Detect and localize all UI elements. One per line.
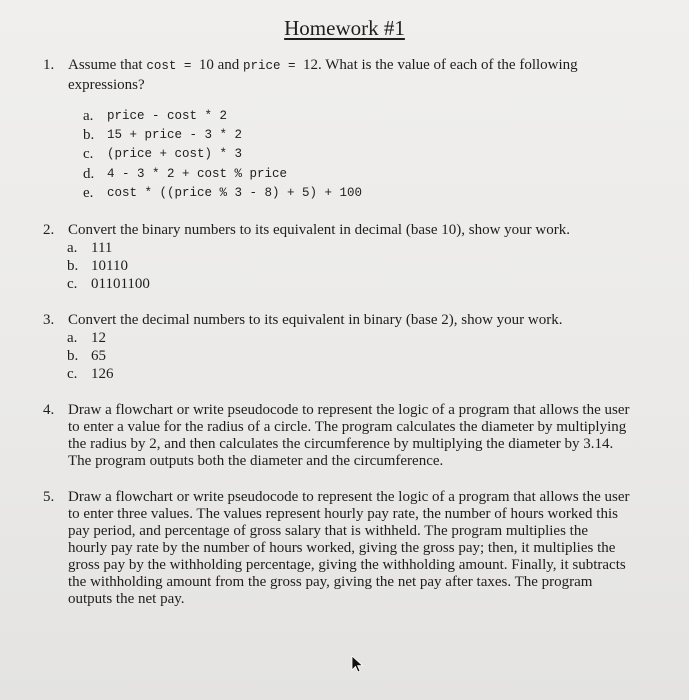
item-value: 10110 xyxy=(91,258,128,274)
q1-text-part: 10 and xyxy=(198,57,244,73)
text-line: to enter a value for the radius of a circle. The program calculates the diameter by multiplying xyxy=(68,419,627,435)
item-expression: 4 - 3 * 2 + cost % price xyxy=(107,167,288,181)
question-number: 4. xyxy=(43,402,55,418)
text-line: The program outputs both the diameter and the circumference. xyxy=(68,453,444,469)
text-line: hourly pay rate by the number of hours worked, giving the gross pay; then, it multiplies the xyxy=(68,540,616,556)
mouse-cursor-icon xyxy=(351,655,365,673)
item-label: d. xyxy=(83,166,95,182)
item-label: b. xyxy=(83,127,95,143)
item-label: e. xyxy=(83,185,94,201)
text-line: gross pay by the withholding percentage, giving the withholding amount. Finally, it subtracts xyxy=(68,557,626,573)
text-line: the radius by 2, and then calculates the circumference by multiplying the diameter by 3.14. xyxy=(68,436,614,452)
question-number: 3. xyxy=(43,312,55,328)
question-text xyxy=(68,402,648,470)
text-line: pay period, and percentage of gross salary that is withheld. The program multiplies the xyxy=(68,523,588,539)
question-text xyxy=(68,57,648,94)
item-value: 126 xyxy=(91,366,114,382)
question-number: 5. xyxy=(43,489,55,505)
item-label: c. xyxy=(83,146,94,162)
item-value: 01101100 xyxy=(91,276,150,292)
q1-text-part: Assume that xyxy=(68,57,147,73)
item-label: b. xyxy=(67,258,79,274)
item-expression: cost * ((price % 3 - 8) + 5) + 100 xyxy=(107,186,363,200)
item-label: a. xyxy=(67,330,78,346)
q1-text-line2: expressions? xyxy=(68,77,145,93)
item-label: c. xyxy=(67,276,78,292)
question-text xyxy=(68,489,648,608)
item-label: c. xyxy=(67,366,78,382)
q1-code-cost: cost = xyxy=(146,59,199,73)
q1-text-part: 12. What is the value of each of the following xyxy=(303,57,578,73)
text-line: Draw a flowchart or write pseudocode to represent the logic of a program that allows the user xyxy=(68,402,630,418)
text-line: to enter three values. The values represent hourly pay rate, the number of hours worked this xyxy=(68,506,618,522)
question-text: Convert the decimal numbers to its equivalent in binary (base 2), show your work. xyxy=(68,312,563,328)
question-text: Convert the binary numbers to its equivalent in decimal (base 10), show your work. xyxy=(68,222,570,238)
item-expression: (price + cost) * 3 xyxy=(107,147,243,161)
item-value: 111 xyxy=(91,240,113,256)
text-line: Draw a flowchart or write pseudocode to represent the logic of a program that allows the user xyxy=(68,489,630,505)
item-value: 65 xyxy=(91,348,106,364)
item-expression: 15 + price - 3 * 2 xyxy=(107,128,243,142)
question-number: 1. xyxy=(43,57,55,73)
item-value: 12 xyxy=(91,330,106,346)
page-title: Homework #1 xyxy=(284,16,405,40)
q1-code-price: price = xyxy=(243,59,304,73)
item-label: a. xyxy=(83,108,94,124)
text-line: outputs the net pay. xyxy=(68,591,185,607)
item-label: b. xyxy=(67,348,79,364)
question-number: 2. xyxy=(43,222,55,238)
item-label: a. xyxy=(67,240,78,256)
item-expression: price - cost * 2 xyxy=(107,109,228,123)
text-line: the withholding amount from the gross pay, giving the net pay after taxes. The program xyxy=(68,574,593,590)
